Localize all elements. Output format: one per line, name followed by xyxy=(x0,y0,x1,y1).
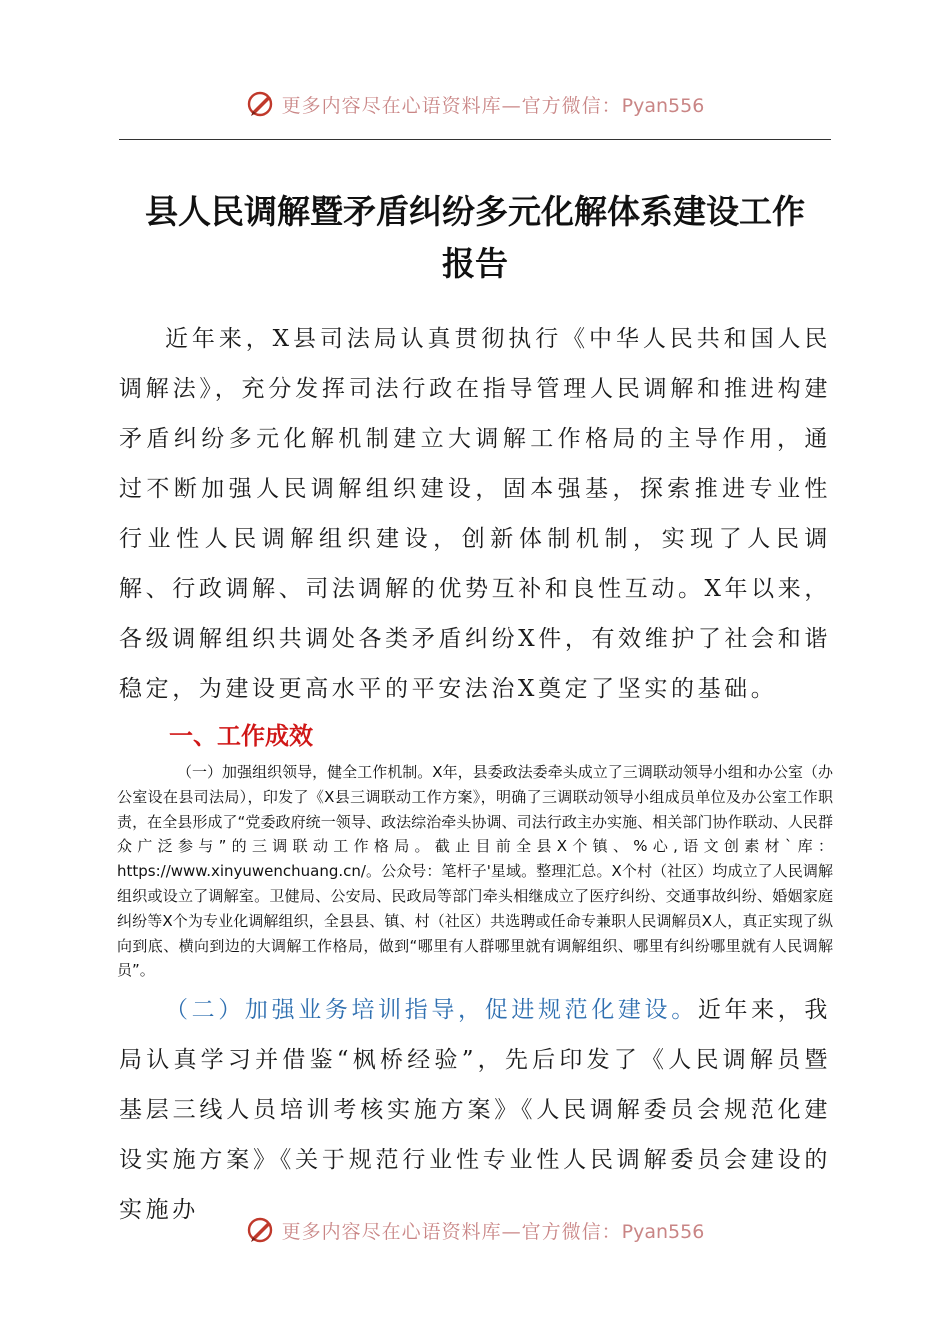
intro-paragraph: 近年来，X县司法局认真贯彻执行《中华人民共和国人民调解法》，充分发挥司法行政在指导管理人民调解和推进构建矛盾纠纷多元化解机制建立大调解工作格局的主导作用，通过不断加强人民调解组织建设，固本强基，探索推进专业性行业性人民调解组织建设，创新体制机制，实现了人民调解、行政调解、司法调解的优势互补和良性互动。X年以来，各级调解组织共调处各类矛盾纠纷X件，有效维护了社会和谐稳定，为建设更高水平的平安法治X奠定了坚实的基础。 xyxy=(119,326,831,702)
footer-banner-handle: Pyan556 xyxy=(621,1220,705,1243)
title-line-1: 县人民调解暨矛盾纠纷多元化解体系建设工作 xyxy=(145,192,805,231)
document-title xyxy=(110,186,840,290)
item-2-subheading: （二）加强业务培训指导，促进规范化建设。 xyxy=(165,997,698,1023)
pen-circle-logo-icon xyxy=(246,1215,276,1245)
section-heading-achievements: 一、工作成效 xyxy=(169,722,313,750)
footer-banner-text: 更多内容尽在心语资料库—官方微信：Pyan556 xyxy=(281,1220,705,1243)
item-1-paragraph: （一）加强组织领导，健全工作机制。X年，县委政法委牵头成立了三调联动领导小组和办公室（办公室设在县司法局），印发了《X县三调联动工作方案》，明确了三调联动领导小组成员单位及办公室工作职责，在全县形成了“党委政府统一领导、政法综治牵头协调、司法行政主办实施、相关部门协作联动、人民群众广泛参与”的三调联动工作格局。截止目前全县X个镇、%心,语文创素材`库：https://www.xinyuwenchuang.cn/。公众号：笔杆子'星域。整理汇总。X个村（社区）均成立了人民调解组织或设立了调解室。卫健局、公安局、民政局等部门牵头相继成立了医疗纠纷、交通事故纠纷、婚姻家庭纠纷等X个为专业化调解组织，全县县、镇、村（社区）共选聘或任命专兼职人民调解员X人，真正实现了纵向到底、横向到边的大调解工作格局，做到“哪里有人群哪里就有调解组织、哪里有纠纷哪里就有人民调解员”。 xyxy=(117,763,833,980)
item-2-body: 近年来，我局认真学习并借鉴“枫桥经验”，先后印发了《人民调解员暨基层三线人员培训考核实施方案》《人民调解委员会规范化建设实施方案》《关于规范行业性专业性人民调解委员会建设的实施办 xyxy=(119,997,832,1223)
item-2-paragraph xyxy=(119,985,831,1235)
bottom-watermark-banner xyxy=(0,1210,950,1250)
banner-text: 更多内容尽在心语资料库—官方微信：Pyan556 xyxy=(281,94,705,117)
pen-circle-logo-icon xyxy=(246,89,276,119)
banner-handle: Pyan556 xyxy=(621,94,705,117)
header-divider xyxy=(119,139,831,140)
top-watermark-banner xyxy=(0,84,950,124)
title-line-2: 报告 xyxy=(442,244,508,283)
